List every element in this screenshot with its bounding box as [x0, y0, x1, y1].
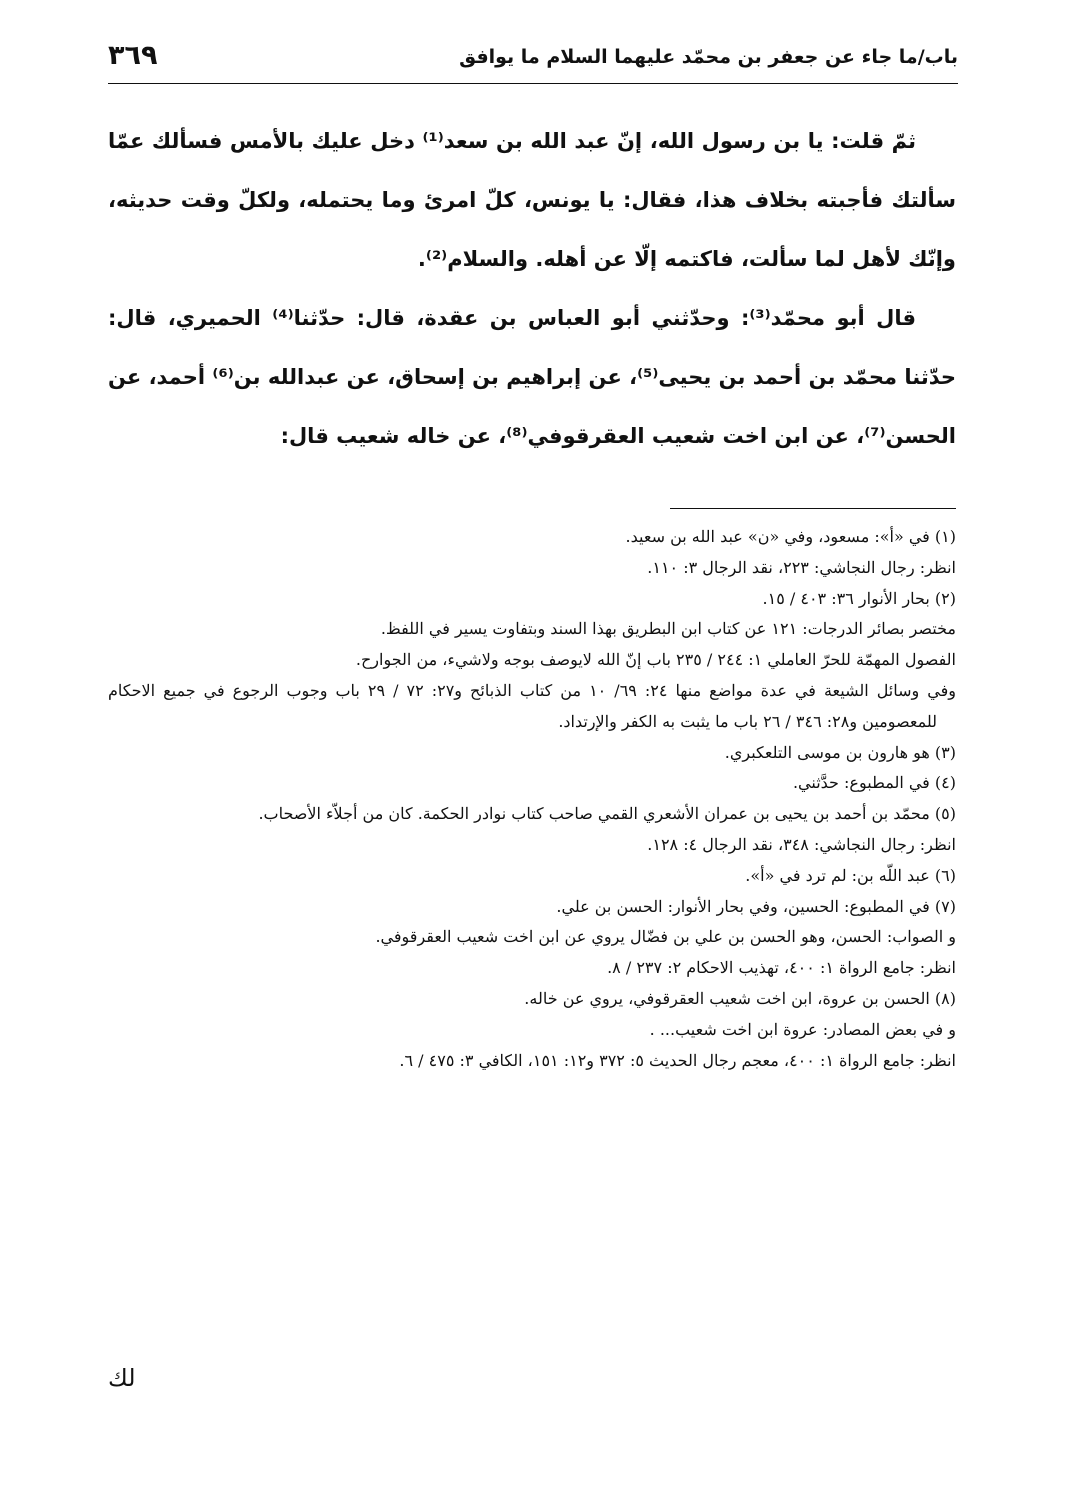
- header-rule: [108, 83, 958, 84]
- footnote-8: (٨) الحسن بن عروة، ابن اخت شعيب العقرقوفي، يروي عن خاله.: [524, 988, 956, 1008]
- footnote-7-note: و الصواب: الحسن، وهو الحسن بن علي بن فضّال يروي عن ابن اخت شعيب العقرقوفي.: [375, 927, 956, 947]
- footnote-1: (١) في «أ»: مسعود، وفي «ن» عبد الله بن سعيد.: [625, 527, 956, 546]
- footnote-5: (٥) محمّد بن أحمد بن يحيى بن عمران الأشعري القمي صاحب كتاب نوادر الحكمة. كان من أجلاّء الأصحاب.: [258, 804, 956, 824]
- footnote-1-ref: انظر: رجال النجاشي: ٢٢٣، نقد الرجال ٣: ١١٠.: [647, 557, 956, 577]
- footnote-2-ref-a: مختصر بصائر الدرجات: ١٢١ عن كتاب ابن البطريق بهذا السند وبتفاوت يسير في اللفظ.: [380, 619, 956, 639]
- running-head: [108, 40, 958, 80]
- footnote-8-ref: انظر: جامع الرواة ١: ٤٠٠، معجم رجال الحديث ٥: ٣٧٢ و١٢: ١٥١، الكافي ٣: ٤٧٥ / ٦.: [399, 1050, 956, 1070]
- footnote-separator: [670, 508, 956, 509]
- footnote-8-note: و في بعض المصادر: عروة ابن اخت شعيب... .: [649, 1019, 956, 1039]
- footnote-4: (٤) في المطبوع: حدَّثني.: [792, 773, 956, 793]
- main-text: [108, 112, 956, 466]
- running-head-title: باب/ما جاء عن جعفر بن محمّد عليهما السلام ما يوافق: [459, 46, 958, 68]
- footnote-2: (٢) بحار الأنوار ٣٦: ٤٠٣ / ١٥.: [762, 588, 956, 608]
- main-paragraph-1: ثمّ قلت: يا بن رسول الله، إنّ عبد الله بن سعد⁽¹⁾ دخل عليك بالأمس فسألك عمّا سألتك فأجبته بخلاف هذا، فقال: يا يونس، كلّ امرئ وما يحتمله، ولكلّ وقت حديثه، وإنّك لأهل لما سألت، فاكتمه إلّا عن أهله. والسلام⁽²⁾.: [108, 129, 956, 271]
- footnote-2-ref-c: وفي وسائل الشيعة في عدة مواضع منها ٢٤: ٦٩/ ١٠ من كتاب الذبائح و٢٧: ٧٢ / ٢٩ باب وجوب الرجوع في جميع الاحكام للمعصومين و٢٨: ٣٤٦ / ٢٦ باب ما يثبت به الكفر والإرتداد.: [108, 680, 956, 731]
- main-paragraph-2: قال أبو محمّد⁽³⁾: وحدّثني أبو العباس بن عقدة، قال: حدّثنا⁽⁴⁾ الحميري، قال: حدّثنا محمّد بن أحمد بن يحيى⁽⁵⁾، عن إبراهيم بن إسحاق، عن عبدالله بن⁽⁶⁾ أحمد، عن الحسن⁽⁷⁾، عن ابن اخت شعيب العقرقوفي⁽⁸⁾، عن خاله شعيب قال:: [108, 306, 956, 448]
- footnote-7: (٧) في المطبوع: الحسين، وفي بحار الأنوار: الحسن بن علي.: [556, 896, 956, 916]
- footnote-3: (٣) هو هارون بن موسى التلعكبري.: [724, 742, 956, 762]
- footnotes: [108, 522, 956, 1076]
- footnote-5-ref: انظر: رجال النجاشي: ٣٤٨، نقد الرجال ٤: ١٢٨.: [647, 834, 956, 854]
- footnote-6: (٦) عبد اللّه بن: لم ترد في «أ».: [745, 865, 956, 885]
- footnote-7-ref: انظر: جامع الرواة ١: ٤٠٠، تهذيب الاحكام ٢: ٢٣٧ / ٨.: [607, 958, 956, 978]
- page-number: ٣٦٩: [108, 40, 158, 71]
- footnote-2-ref-b: الفصول المهمّة للحرّ العاملي ١: ٢٤٤ / ٢٣٥ باب إنّ الله لايوصف بوجه ولاشيء، من الجوارح.: [355, 650, 956, 670]
- catchword: لك: [108, 1364, 136, 1392]
